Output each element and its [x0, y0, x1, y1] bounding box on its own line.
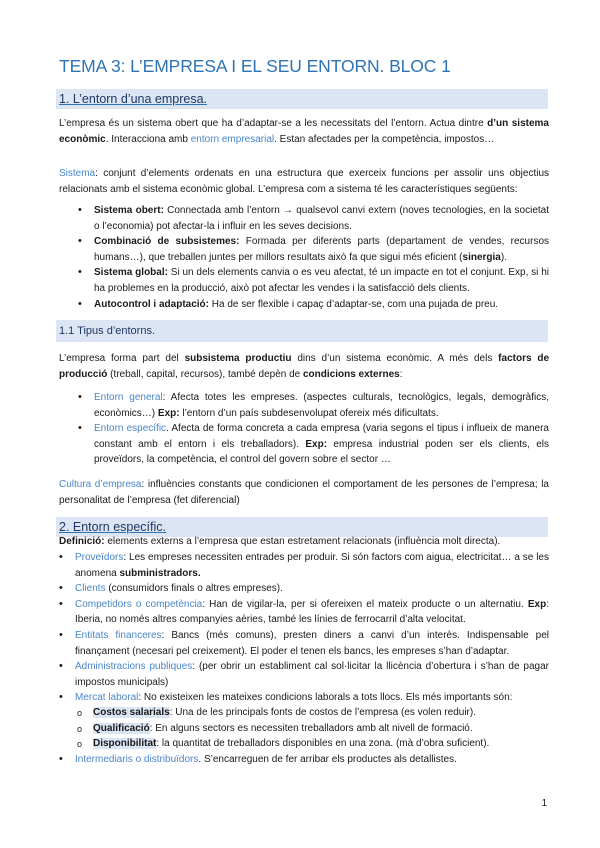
section-heading-2-text: 2. Entorn específic. — [59, 520, 167, 534]
list-item: • Entorn específic. Afecta de forma concreta a cada empresa (varia segons el tipus i influeix de manera constant amb el entorn i els treballadors). Exp: empresa industrial poden ser els clients, els proveïdors, la competència, el control del govern sobre el sector … — [78, 421, 549, 468]
paragraph-intro: L’empresa és un sistema obert que ha d’adaptar-se a les necessitats del l’entorn. Actua dintre d’un sistema econòmic. Interacciona amb entorn empresarial. Estan afectades per la competència, impostos… — [59, 118, 549, 145]
list-item: • Mercat laboral: No existeixen les mateixes condicions laborals a tots llocs. Els més importants són: — [59, 690, 549, 706]
intermediaris-list — [59, 752, 549, 768]
list-item: • Entorn general: Afecta totes les empreses. (aspectes culturals, tecnològics, legals, demogràfics, econòmics…) Exp: l’entorn d’un país subdesenvolupat ofereix més dificultats. — [78, 390, 549, 421]
list-item: • Intermediaris o distribuïdors. S’encarreguen de fer arribar els productes als detallistes. — [59, 752, 549, 768]
list-item: • Sistema obert: Connectada amb l’entorn → qualsevol canvi extern (noves tecnologies, en la societat o l’economia) pot afectar-la i influir en les seves decisions. — [78, 203, 549, 234]
entorn-especific-list — [59, 550, 549, 706]
list-item: • Clients (consumidors finals o altres empreses). — [59, 581, 549, 597]
list-item: • Sistema global: Si un dels elements canvia o es veu afectat, té un impacte en tot el conjunt. Exp, si hi ha problemes en la producció, això pot afectar les vendes i la satisfacció dels clients. — [78, 265, 549, 296]
paragraph-sistema: Sistema: conjunt d’elements ordenats en una estructura que exerceix funcions per assolir uns objectius relacionats amb el sistema econòmic global. L’empresa com a sistema té les característiques següents: — [59, 168, 549, 195]
list-item: • Autocontrol i adaptació: Ha de ser flexible i capaç d’adaptar-se, com una pujada de preu. — [78, 297, 549, 313]
paragraph-subsistema: L’empresa forma part del subsistema productiu dins d’un sistema econòmic. A més dels factors de producció (treball, capital, recursos), també depèn de condicions externes: — [59, 353, 550, 380]
entorn-bullet-list — [78, 390, 549, 468]
sistema-bullet-list — [78, 203, 549, 312]
list-item: • Proveïdors: Les empreses necessiten entrades per produir. Si són factors com aigua, electricitat… a se les anomena subministradors. — [59, 550, 549, 581]
section-heading-1-text: 1. L’entorn d’una empresa. — [59, 92, 208, 106]
list-item: • Administracions publiques: (per obrir un establiment cal sol·licitar la llicència d’obertura i s’han de pagar impostos municipals) — [59, 659, 549, 690]
page-number: 1 — [541, 798, 547, 809]
list-item: • Combinació de subsistemes: Formada per diferents parts (departament de vendes, recursos humans…), que treballen juntes per millors resultats això fa que sigui més eficient (sinergia). — [78, 234, 549, 265]
sub-list-item: o Disponibilitat: la quantitat de treballadors disponibles en una zona. (mà d’obra suficient). — [77, 736, 549, 752]
paragraph-definicio: Definició: elements externs a l’empresa que estan estretament relacionats (influència molt directa). — [59, 536, 501, 547]
sub-list-item: o Costos salarials: Una de les principals fonts de costos de l’empresa (es volen reduir). — [77, 705, 549, 721]
list-item: • Competidors o competència: Han de vigilar-la, per si ofereixen el mateix producte o un alternatiu. Exp: Iberia, no només altres companyies aèries, també les línies de ferrocarril d’alta velocitat. — [59, 597, 549, 628]
sub-list-item: o Qualificació: En alguns sectors es necessiten treballadors amb alt nivell de formació. — [77, 721, 549, 737]
page-title: TEMA 3: L’EMPRESA I EL SEU ENTORN. BLOC 1 — [59, 56, 451, 76]
list-item: • Entitats financeres: Bancs (més comuns), presten diners a canvi d’un interès. Indispensable pel finançament (necesari pel creixement). El poder el tenen els bancs, les empreses s’han d’adaptar. — [59, 628, 549, 659]
section-heading-1-1-text: 1.1 Tipus d’entorns. — [59, 325, 156, 337]
mercat-laboral-sublist — [77, 705, 549, 752]
paragraph-cultura: Cultura d’empresa: influències constants que condicionen el comportament de les persones de l’empresa; la personalitat de l’empresa (fet diferencial) — [59, 479, 549, 506]
section-heading-1-1 — [56, 320, 548, 342]
section-heading-1 — [56, 89, 548, 109]
